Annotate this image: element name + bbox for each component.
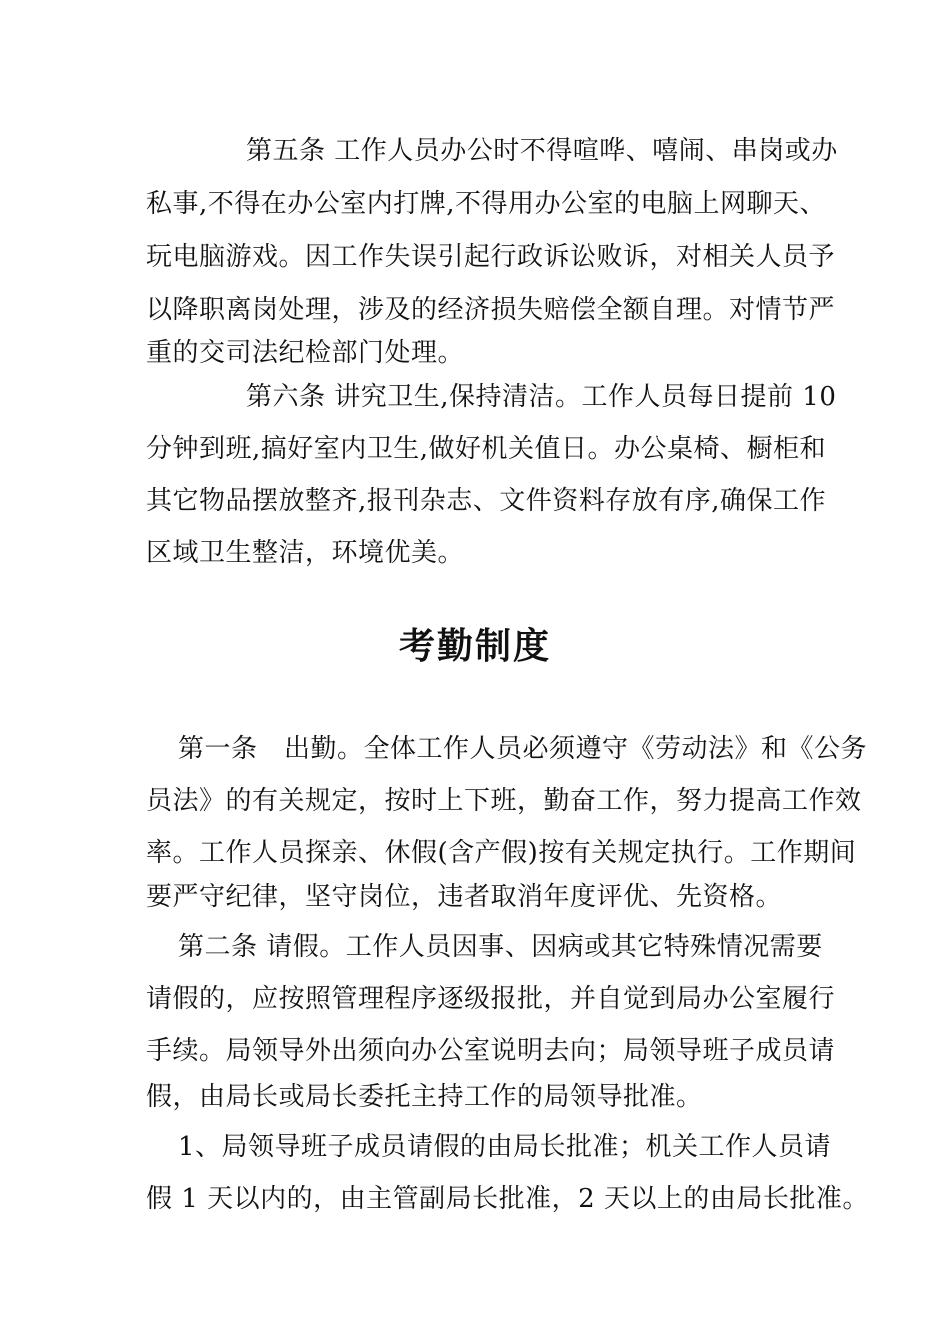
paragraph-line: 玩电脑游戏。因工作失误引起行政诉讼败诉，对相关人员予 [146, 242, 836, 272]
paragraph-line: 率。工作人员探亲、休假(含产假)按有关规定执行。工作期间 [146, 838, 857, 868]
paragraph-line: 私事,不得在办公室内打牌,不得用办公室的电脑上网聊天、 [146, 189, 827, 219]
paragraph-line: 以降职离岗处理，涉及的经济损失赔偿全额自理。对情节严 [146, 295, 836, 325]
paragraph-line: 假，由局长或局长委托主持工作的局领导批准。 [146, 1082, 703, 1112]
paragraph-line: 员法》的有关规定，按时上下班，勤奋工作，努力提高工作效 [146, 786, 862, 816]
paragraph-line: 第一条 出勤。全体工作人员必须遵守《劳动法》和《公务 [178, 734, 868, 764]
paragraph-line: 假 1 天以内的，由主管副局长批准，2 天以上的由局长批准。 [146, 1184, 869, 1214]
page-title: 考勤制度 [398, 626, 551, 667]
paragraph-line: 请假的，应按照管理程序逐级报批，并自觉到局办公室履行 [146, 984, 836, 1014]
paragraph-line: 分钟到班,搞好室内卫生,做好机关值日。办公桌椅、橱柜和 [146, 434, 827, 464]
paragraph-line: 区域卫生整洁，环境优美。 [146, 538, 465, 568]
paragraph-line: 1、局领导班子成员请假的由局长批准；机关工作人员请 [178, 1132, 832, 1162]
paragraph-line: 要严守纪律，坚守岗位，违者取消年度评优、先资格。 [146, 882, 783, 912]
paragraph-line: 第六条 讲究卫生,保持清洁。工作人员每日提前 10 [246, 382, 837, 412]
paragraph-line: 第二条 请假。工作人员因事、因病或其它特殊情况需要 [178, 932, 823, 962]
paragraph-line: 其它物品摆放整齐,报刊杂志、文件资料存放有序,确保工作 [146, 486, 827, 516]
paragraph-line: 重的交司法纪检部门处理。 [146, 338, 465, 368]
paragraph-line: 第五条 工作人员办公时不得喧哗、嘻闹、串岗或办 [246, 136, 838, 166]
paragraph-line: 手续。局领导外出须向办公室说明去向；局领导班子成员请 [146, 1036, 836, 1066]
